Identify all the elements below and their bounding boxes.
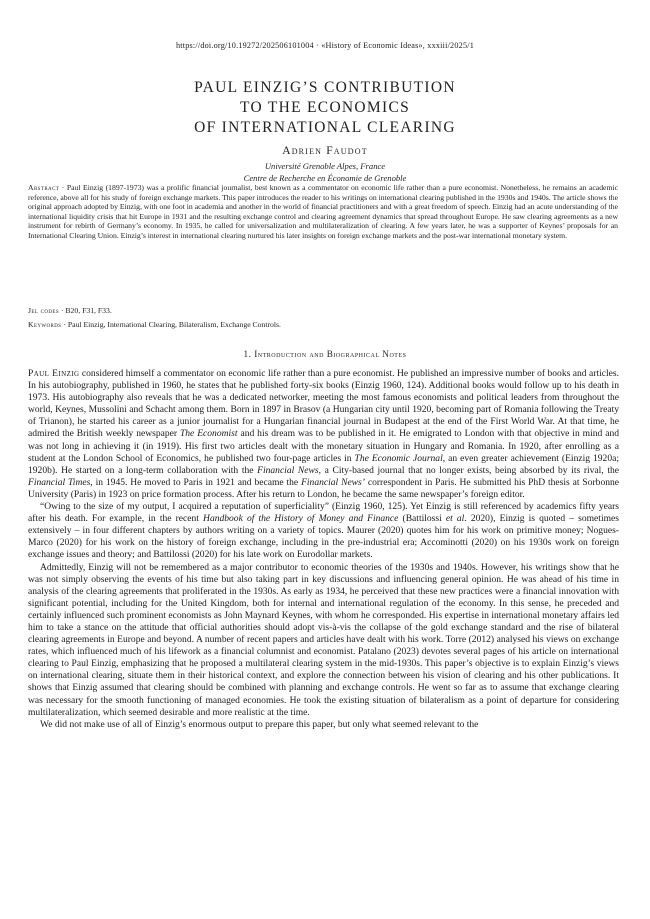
lead-author-name: Paul Einzig xyxy=(28,368,80,379)
paragraph-1-text-e: , in 1945. He moved to Paris in 1921 and became the xyxy=(90,476,302,488)
paragraph-4: We did not make use of all of Einzig’s enormous output to prepare this paper, but only what seemed relevant to the xyxy=(40,718,479,730)
abstract xyxy=(28,183,618,241)
article-title xyxy=(0,78,650,138)
paragraph-1 xyxy=(28,368,619,501)
paragraph-1-text-c: , an even greater achievement (Einzig 1920a; 1920b). He started on a long-term collaboration with the xyxy=(28,452,619,476)
paragraph-3: Admittedly, Einzig will not be remembered as a major contributor to economic theories of the 1930s and 1940s. However, his writings show that he was not simply observing the events of his time but also taking part in key discussions and influencing general opinion. He was ahead of his time in analysis of the clearing agreements that proliferated in the 1930s. As early as 1934, he perceived that these new practices were a financial innovation with significant potential, including for the United Kingdom, both for internal and international regulation of the economy. In this sense, he preceded and certainly influenced such prominent economists as John Maynard Keynes, with whom he corresponded. His expertise in international monetary affairs led him to take a stance on the attitude that official authorities should adopt vis-à-vis the collapse of the gold exchange standard and the rise of bilateral clearing agreements in Europe and beyond. A number of recent papers and articles have dealt with his work. Torre (2012) analysed his views on exchange rates, which influenced much of his lifework as a financial columnist and economist. Patalano (2023) devotes several pages of his article on international clearing to Paul Einzig, emphasizing that he proposed a multilateral clearing system in the mid-1930s. This paper’s objective is to explain Einzig’s views on international clearing, situate them in their historical context, and explore the connection between his vision of clearing and his other publications. It shows that Einzig assumed that clearing should be combined with planning and exchange controls. He went so far as to assume that exchange clearing was necessary for the smooth functioning of managed economies. He took the existing situation of bilateralism as a point of departure for considering multilateralization, which seemed desirable and more realistic at the time. xyxy=(28,561,619,718)
paragraph-1-text-b: and his dream was to be published in it. He emigrated to London with that objective in mind and was not long in achieving it (in 1919). His first two articles dealt with the monetary situation in Hungary and Romania. In 1920, after enrolling as a student at the London School of Economics, he published two four-page articles in xyxy=(28,428,619,464)
keywords xyxy=(28,320,618,329)
keywords-label: Keywords xyxy=(28,320,62,329)
paragraph-1-text-f: correspondent in Paris. He submitted his PhD thesis at Sorbonne University (Paris) in 1923 on price formation process. After his return to London, he became the same newspaper’s foreign editor. xyxy=(28,476,619,500)
italic-financial-news: Financial News xyxy=(257,464,319,476)
keywords-text: · Paul Einzig, International Clearing, Bilateralism, Exchange Controls. xyxy=(61,320,281,329)
jel-text: · B20, F31, F33. xyxy=(59,306,112,315)
abstract-label: Abstract xyxy=(28,183,60,192)
author-name: Adrien Faudot xyxy=(282,145,368,157)
paragraph-2-text-b: (Battilossi xyxy=(398,513,446,525)
paragraph-2 xyxy=(28,501,619,561)
paragraph-1-text-a: considered himself a commentator on economic life rather than a pure economist. He published an impressive number of books and articles. In his autobiography, published in 1960, he states that he published forty-six books (Einzig 1960, 124). Additional books would follow up to his death in 1973. His autobiography also reveals that he was a dedicated networker, meeting the most famous economists and political leaders from throughout the world, Keynes, Mussolini and Schacht among them. Born in 1897 in Brasov (a Hungarian city until 1920, becoming part of Romania following the Treaty of Trianon), he started his career as a junior journalist for a Hungarian financial journal in Budapest at the end of the First World War. At that time, he admired the British weekly newspaper xyxy=(28,368,619,440)
affiliation-university: Université Grenoble Alpes, France xyxy=(264,161,386,171)
paragraph-2-text-c: 2020), Einzig is quoted – sometimes extensively – in four different chapters by authors writing on a variety of topics. Maurer (2020) quotes him for his work on primitive money; Nogues-Marco (2020) for his work on the history of foreign exchange, including in the pre-industrial era; Accominotti (2020) on his 1930s work on foreign exchange issues and theory; and Battilossi (2020) for his late work on Eurodollar markets. xyxy=(28,513,619,561)
title-line-1: PAUL EINZIG’S CONTRIBUTION xyxy=(194,79,456,96)
jel-label: Jel codes xyxy=(28,306,60,315)
paragraph-2-text-a: “Owing to the size of my output, I acquired a reputation of superficiality” (Einzig 1960, 125). Yet Einzig is still referenced by academics fifty years after his death. For example, in the recent xyxy=(28,501,619,525)
paragraph-1-text-d: , a City-based journal that no longer exists, being absorbed by its rival, the xyxy=(318,464,619,476)
title-line-3: OF INTERNATIONAL CLEARING xyxy=(194,119,456,136)
italic-handbook-title: Handbook of the History of Money and Finance xyxy=(203,513,399,525)
abstract-text: · Paul Einzig (1897-1973) was a prolific financial journalist, best known as a commentator on economic life rather than a pure economist. Nonetheless, he remains an academic reference, above all for his study of foreign exchange markets. This paper introduces the reader to his writings on international clearing published in the 1930s and 1940s. The article shows the original approach adopted by Einzig, with one foot in academia and another in the world of financial practitioners and with a great freedom of speech. Einzig had an acute understanding of the international liquidity crisis that hit Europe in 1931 and the resulting exchange control and clearing agreement dynamics that spread throughout Europe. He saw clearing agreements as a new instrument for rebirth of Germany’s economy. In 1935, he called for universalization and multilateralization of clearing. A few years later, he was a supporter of Keynes’ proposals for an International Clearing Union. Einzig’s interest in international clearing nurtured his later insights on foreign exchange markets and the post-war international monetary system. xyxy=(28,183,618,240)
italic-the-economist: The Economist xyxy=(179,428,238,440)
italic-economic-journal: The Economic Journal xyxy=(354,452,443,464)
italic-et-al: et al. xyxy=(445,513,467,525)
section-heading: 1. Introduction and Biographical Notes xyxy=(243,349,407,359)
author-affiliation xyxy=(0,161,650,184)
title-line-2: TO THE ECONOMICS xyxy=(239,99,411,116)
jel-codes xyxy=(28,306,618,315)
running-head[interactable]: https://doi.org/10.19272/202506101004 · «History of Economic Ideas», xxxiii/2025/1 xyxy=(175,41,475,50)
italic-financial-times: Financial Times xyxy=(28,476,91,488)
body-text xyxy=(28,368,619,731)
affiliation-research-centre: Centre de Recherche en Économie de Grenoble xyxy=(243,172,407,183)
italic-financial-news-2: Financial News’ xyxy=(301,476,365,488)
